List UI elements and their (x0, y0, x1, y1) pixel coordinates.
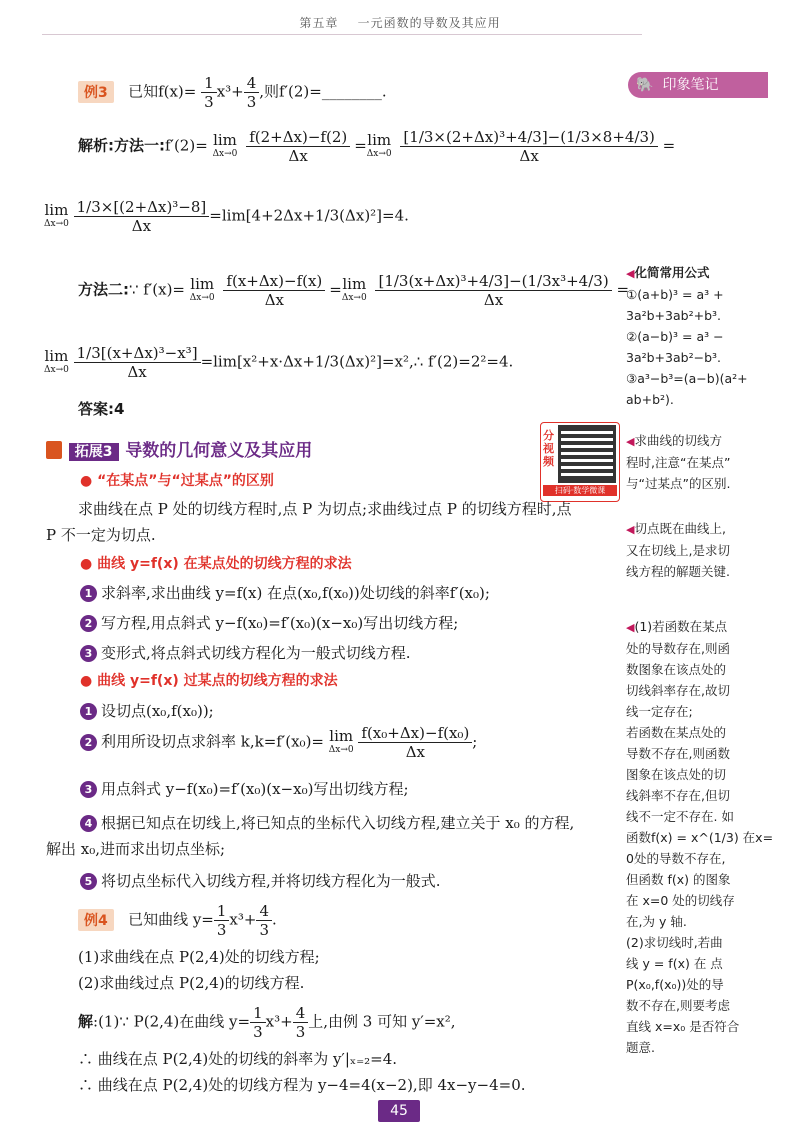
frac-den: Δx (483, 291, 504, 309)
note-line: 在,为 y 轴. (626, 914, 687, 929)
note-line: ②(a−b)³ = a³ − (626, 329, 724, 344)
step-number-icon: 2 (80, 615, 97, 632)
note-line: 数图象在该点处的 (626, 662, 727, 677)
frac-num: 1 (201, 74, 217, 93)
note-line: P(x₀,f(x₀))处的导 (626, 977, 724, 992)
step-text: 求斜率,求出曲线 y=f(x) 在点(x₀,f(x₀))处切线的斜率f′(x₀); (101, 584, 490, 602)
note-line: 在 x=0 处的切线存 (626, 893, 735, 908)
frac-den: 3 (216, 921, 227, 939)
sub-heading-1 (80, 470, 274, 490)
video-caption: 扫码·数学微课 (543, 485, 617, 496)
note-line: 线不一定不存在. 如 (626, 809, 734, 824)
note-line: 程时,注意“在某点” (626, 455, 731, 470)
method1-result: =lim[4+2Δx+1/3(Δx)²]=4. (209, 206, 409, 225)
extension3-tag: 拓展3 (69, 443, 119, 461)
sub-heading-2 (80, 553, 352, 573)
sub-heading-3 (80, 670, 338, 690)
lim-sub: Δx→0 (189, 292, 215, 303)
solution-text: 上,由例 3 可知 y′=x², (308, 1012, 456, 1031)
example4-q2: (2)求曲线过点 P(2,4)的切线方程. (78, 974, 305, 992)
sub-heading-2-text: 曲线 y=f(x) 在某点处的切线方程的求法 (97, 556, 352, 572)
running-header (0, 14, 800, 31)
frac-den: 3 (204, 93, 214, 111)
side-note-existence (626, 616, 788, 1058)
lim-sub: Δx→0 (328, 744, 354, 755)
lim-sub: Δx→0 (44, 364, 69, 375)
note-line: 线斜率不存在,但切 (626, 788, 730, 803)
limit (328, 726, 354, 757)
frac-den: 3 (246, 93, 257, 111)
step-text: 变形式,将点斜式切线方程化为一般式切线方程. (101, 644, 411, 662)
frac-num: 1/3[(x+Δx)³−x³] (74, 344, 201, 363)
method2-row2 (44, 344, 513, 381)
leaf-icon: ● (80, 673, 93, 689)
example4-solution2: ∴ 曲线在点 P(2,4)处的切线的斜率为 y′|ₓ₌₂=4. (78, 1050, 398, 1068)
step-number-icon: 3 (80, 781, 97, 798)
method1-row1: 解析:方法一:f′(2)= lim Δx→0 $\frac{f(2+\Delta x)-f(2)}{\Delta x}$ =lim Δx→0 $\frac{\text{[1/3×(2+Δx)³+4/3]−(1/3×8+4/3)}}{\Delta x}$ = (78, 128, 676, 165)
note-line (626, 616, 788, 638)
frac-den: Δx (519, 147, 539, 165)
triangle-icon: ◀ (626, 523, 635, 536)
step-number-icon: 4 (80, 815, 97, 832)
method2-label: 方法二: (78, 280, 129, 299)
note-line (626, 518, 788, 540)
chapter-title: 一元函数的导数及其应用 (357, 16, 501, 30)
frac-num: 4 (244, 74, 260, 93)
note-line: 线一定存在; (626, 704, 693, 719)
note-line: 线方程的解题关键. (626, 564, 730, 579)
frac-den: Δx (288, 147, 308, 165)
note-title-text: 化简常用公式 (634, 265, 710, 280)
note-line: 函数f(x) = x^(1/3) 在x= (626, 830, 774, 845)
note-line: 0处的导数不存在, (626, 851, 726, 866)
frac-den: Δx (264, 291, 284, 309)
stem-mid: x³+ (216, 82, 244, 101)
lim-text: lim (342, 274, 367, 293)
note-title (626, 262, 788, 284)
note-line: ③a³−b³=(a−b)(a²+ (626, 371, 748, 386)
answer: 答案:4 (78, 400, 125, 418)
step-text-end: ; (472, 732, 478, 751)
note-line: 图象在该点处的切 (626, 767, 727, 782)
fraction (74, 198, 210, 235)
step-text: 写方程,用点斜式 y−f(x₀)=f′(x₀)(x−x₀)写出切线方程; (101, 614, 459, 632)
note-line: ①(a+b)³ = a³ + (626, 287, 724, 302)
frac-den: Δx (127, 363, 147, 381)
step-number-icon: 2 (80, 734, 97, 751)
note-line: 又在切线上,是求切 (626, 543, 730, 558)
frac-num: [1/3(x+Δx)³+4/3]−(1/3x³+4/3) (375, 272, 611, 291)
step-through-5 (80, 870, 441, 891)
solution-text: :(1)∵ P(2,4)在曲线 y= (93, 1012, 251, 1031)
triangle-icon: ◀ (626, 621, 635, 634)
note-line-text: 切点既在曲线上, (634, 521, 726, 536)
extension3-heading (46, 436, 312, 461)
frac-den: 3 (259, 921, 270, 939)
step-number-icon: 1 (80, 703, 97, 720)
note-line: 与“过某点”的区别. (626, 476, 731, 491)
note-line (626, 430, 788, 452)
solution-text: x³+ (265, 1012, 293, 1031)
lim-text: lim (367, 130, 392, 149)
lim-sub: Δx→0 (44, 218, 69, 229)
video-label: 分视频 (543, 429, 554, 468)
leaf-icon: ● (80, 473, 93, 489)
limit (212, 130, 238, 161)
triangle-icon: ◀ (626, 435, 635, 448)
step-number-icon: 1 (80, 585, 97, 602)
step-number-icon: 3 (80, 645, 97, 662)
lim-sub: Δx→0 (341, 292, 367, 303)
leaf-icon: ● (80, 556, 93, 572)
fraction (246, 128, 350, 165)
note-line: 3a²b+3ab²+b³. (626, 308, 721, 323)
method2-expr: ∵ f′(x)= (129, 280, 186, 299)
fraction (214, 902, 230, 939)
side-note-tangent (626, 430, 788, 494)
note-line: 直线 x=x₀ 是否符合 (626, 1019, 740, 1034)
step-through-1 (80, 700, 214, 721)
limit (44, 200, 69, 231)
step-text: 根据已知点在切线上,将已知点的坐标代入切线方程,建立关于 x₀ 的方程, (101, 814, 575, 832)
frac-num: 1 (214, 902, 230, 921)
step-through-2 (80, 724, 477, 761)
triangle-icon: ◀ (626, 267, 635, 280)
note-line: 导数不存在,则函数 (626, 746, 730, 761)
method2-result: =lim[x²+x·Δx+1/3(Δx)²]=x²,∴ f′(2)=2²=4. (200, 352, 514, 371)
example4-solution1 (78, 1004, 456, 1041)
step-text: 用点斜式 y−f(x₀)=f′(x₀)(x−x₀)写出切线方程; (101, 780, 409, 798)
frac-num: f(x₀+Δx)−f(x₀) (358, 724, 472, 743)
limit (44, 346, 69, 377)
note-line: 题意. (626, 1040, 655, 1055)
para1b: P 不一定为切点. (46, 526, 156, 544)
header-rule (42, 34, 642, 35)
frac-num: 1/3×[(2+Δx)³−8] (74, 198, 210, 217)
step-text: 将切点坐标代入切线方程,并将切线方程化为一般式. (101, 872, 441, 890)
sub-heading-1-text: “在某点”与“过某点”的区别 (97, 473, 274, 489)
example3-stem-text: 已知f(x)= (128, 82, 197, 101)
fraction (293, 1004, 309, 1041)
example4-q1: (1)求曲线在点 P(2,4)处的切线方程; (78, 948, 320, 966)
frac-den: Δx (131, 217, 152, 235)
stem-mid: x³+ (229, 910, 257, 929)
page-number: 45 (378, 1100, 420, 1122)
fraction (375, 272, 611, 309)
frac-den: 3 (295, 1023, 306, 1041)
note-line: (2)求切线时,若曲 (626, 935, 723, 950)
fraction (256, 902, 272, 939)
side-note-key (626, 518, 788, 582)
step-number-icon: 5 (80, 873, 97, 890)
method1-expr: f′(2)= (165, 136, 208, 155)
method1-label: 解析:方法一: (78, 136, 165, 155)
stem-end: . (272, 910, 277, 929)
lim-text: lim (44, 346, 69, 365)
elephant-icon: 🐘 (636, 77, 654, 93)
example3-tag: 例3 (78, 81, 114, 103)
note-line: 处的导数存在,则函 (626, 641, 730, 656)
frac-num: 1 (250, 1004, 266, 1023)
frac-den: 3 (253, 1023, 263, 1041)
fraction (223, 272, 325, 309)
note-line-text: (1)若函数在某点 (634, 619, 728, 634)
example3-stem (78, 74, 387, 111)
lim-sub: Δx→0 (212, 148, 238, 159)
step-at-1 (80, 582, 490, 603)
step-text: 利用所设切点求斜率 k,k=f′(x₀)= (101, 732, 324, 751)
limit (189, 274, 215, 305)
step-through-4 (80, 812, 574, 833)
side-tab (628, 72, 768, 98)
sub-heading-3-text: 曲线 y=f(x) 过某点的切线方程的求法 (97, 673, 338, 689)
step-text: 设切点(x₀,f(x₀)); (101, 702, 214, 720)
step-through-3 (80, 778, 409, 799)
limit (366, 130, 392, 161)
stem-end: ,则f′(2)=________. (259, 82, 387, 101)
frac-den: Δx (405, 743, 425, 761)
fraction (74, 344, 201, 381)
example4-solution3: ∴ 曲线在点 P(2,4)处的切线方程为 y−4=4(x−2),即 4x−y−4=0. (78, 1076, 526, 1094)
note-line: 线 y = f(x) 在 点 (626, 956, 723, 971)
example4-stem (78, 902, 277, 939)
side-tab-label: 印象笔记 (662, 77, 719, 93)
frac-num: f(x+Δx)−f(x) (223, 272, 325, 291)
chapter-label: 第五章 (299, 16, 339, 30)
note-line: 若函数在某点处的 (626, 725, 727, 740)
note-line: 切线斜率存在,故切 (626, 683, 730, 698)
note-line: 数不存在,则要考虑 (626, 998, 730, 1013)
frac-num: 4 (293, 1004, 309, 1023)
step-at-2 (80, 612, 458, 633)
method1-row2 (44, 198, 409, 235)
limit (341, 274, 367, 305)
lim-text: lim (213, 130, 237, 149)
book-icon (46, 441, 62, 459)
lim-text: lim (329, 726, 354, 745)
note-line: ab+b²). (626, 392, 674, 407)
lim-text: lim (44, 200, 69, 219)
step-through-4b: 解出 x₀,进而求出切点坐标; (46, 840, 226, 858)
frac-num: [1/3×(2+Δx)³+4/3]−(1/3×8+4/3) (400, 128, 657, 147)
video-qr-block[interactable] (540, 422, 620, 502)
frac-num: 4 (256, 902, 272, 921)
step-at-3 (80, 642, 411, 663)
solution-label: 解 (78, 1012, 94, 1031)
fraction (250, 1004, 266, 1041)
fraction (244, 74, 260, 111)
method2-row1: 方法二:∵ f′(x)= lim Δx→0 $\frac{f(x+\Delta x)-f(x)}{\Delta x}$ =lim Δx→0 $\frac{\text{[1/3(x+Δx)³+4/3]−(1/3x³+4/3)}}{\Delta x}$ = (78, 272, 630, 309)
note-line: 但函数 f(x) 的图象 (626, 872, 731, 887)
example4-stem-text: 已知曲线 y= (128, 910, 214, 929)
side-note-formulas (626, 262, 788, 410)
example4-tag: 例4 (78, 909, 114, 931)
fraction (358, 724, 472, 761)
lim-text: lim (190, 274, 215, 293)
fraction (400, 128, 657, 165)
note-line: 3a²b+3ab²−b³. (626, 350, 721, 365)
fraction (201, 74, 217, 111)
note-line-text: 求曲线的切线方 (634, 433, 722, 448)
para1: 求曲线在点 P 处的切线方程时,点 P 为切点;求曲线过点 P 的切线方程时,点 (78, 500, 572, 518)
qr-code-icon (561, 428, 613, 480)
lim-sub: Δx→0 (366, 148, 392, 159)
extension3-title: 导数的几何意义及其应用 (125, 441, 313, 461)
frac-num: f(2+Δx)−f(2) (246, 128, 350, 147)
